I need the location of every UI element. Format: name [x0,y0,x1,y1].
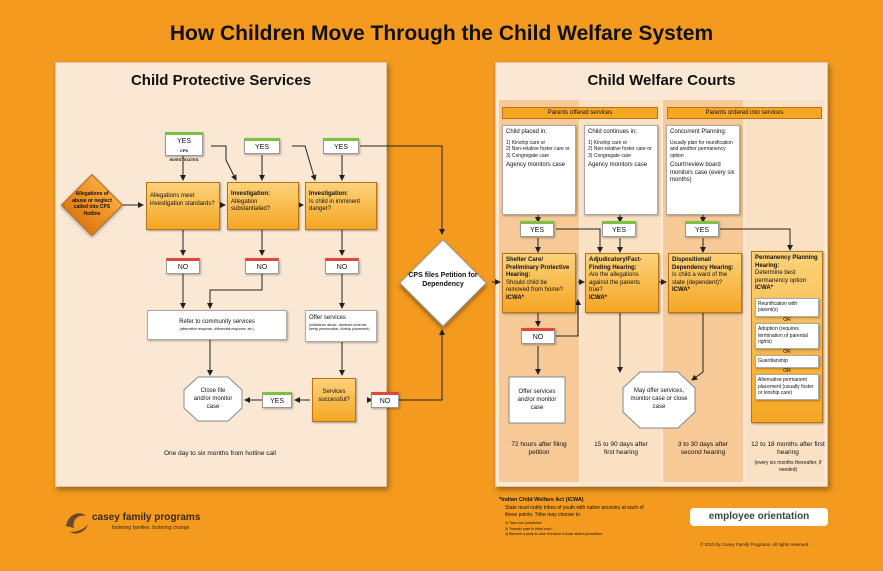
child-continues-box [584,125,658,215]
continues-item: 2) Non-relative foster care or [588,146,652,152]
icwa-note-text: State must notify tribes of youth with native ancestry at each of these points. Tribe may choose to: [505,505,644,518]
icwa-label: ICWA* [672,287,690,293]
concurrent-monitor: Court/review board monitors case (every six months) [670,162,735,183]
cps-title: Child Protective Services [130,72,312,89]
casey-logo-tagline: fostering families. fostering change. [112,525,191,531]
timeframe-4-text: 12 to 18 months after first hearing [751,441,825,457]
yes-label: YES [176,138,191,145]
option-guardianship: Guardianship [755,355,819,368]
may-offer-text: May offer services, monitor case or close case [630,388,688,410]
option-alternative: Alternative permanent placement (usually foster or kinship care) [755,374,819,400]
step3-text: Is child in imminent danger? [309,198,361,212]
icwa-note-item: 3) Become a party to case but leave it under state's jurisdiction [505,532,603,537]
dispositional-hearing [668,253,742,313]
offer-text: Offer services [309,315,346,321]
cps-timeframe: One day to six months from hotline call [164,450,276,457]
continues-title: Child continues in: [588,129,638,135]
step2-text: Allegation substantiated? [231,198,271,212]
close-file-octagon [183,376,243,422]
parents-offered-bar: Parents offered services [502,107,658,119]
adjudicatory-hearing [585,253,659,313]
shelter-text: Should child be removed from home? [506,279,564,293]
employee-orientation-badge: employee orientation [690,508,828,526]
copyright: © 2010 by Casey Family Programs. All rights reserved. [700,542,810,547]
yes-tag-court-3: YES [685,221,719,237]
child-placed-box [502,125,576,215]
parents-ordered-bar: Parents ordered into services [667,107,822,119]
services-successful-box [312,378,356,422]
petition-diamond [398,238,488,328]
casey-logo-name: casey family programs [92,512,201,523]
no-tag-1: NO [166,258,200,274]
placed-item: 3) Congregate care [506,152,550,159]
or-label: OR [783,367,791,374]
yes-tag-success: YES [262,392,292,408]
continues-item: 3) Congregate care [588,152,632,159]
concurrent-text: Usually plan for reunification and another permanency option [670,139,733,159]
courts-title: Child Welfare Courts [587,72,736,89]
disp-heading: Dispositional/ Dependency Hearing: [672,257,734,271]
page-title: How Children Move Through the Child Welfare System [169,22,714,45]
petition-text: CPS files Petition for Dependency [408,272,478,288]
shelter-heading: Shelter Care/ Preliminary Protective Hearing: [506,257,570,278]
no-tag-3: NO [325,258,359,274]
adj-text: Are the allegations against the parents true? [589,272,641,293]
option-reunification: Reunification with parent(s) [755,298,819,317]
timeframe-2: 15 to 90 days after first hearing [594,441,648,457]
or-label: OR [783,316,791,323]
casey-logo [62,506,232,538]
perm-text: Determine best permanency option [755,270,807,284]
yes-tag-investigates [165,132,203,162]
placed-item: 1) Kinship care or [506,139,546,146]
adj-heading: Adjudicatory/Fact-Finding Hearing: [589,257,642,271]
no-tag-success: NO [371,392,399,408]
may-offer-octagon [622,371,696,429]
timeframe-3: 3 to 30 days after second hearing [677,441,729,457]
concurrent-planning-box [666,125,740,215]
option-adoption: Adoption (requires termination of parental rights) [755,323,819,349]
yes-tag-court-1: YES [520,221,554,237]
refer-subtext: (alternative response, differential response, etc.) [179,326,255,331]
close-file-text: Close file and/or monitor case [193,388,233,410]
offer-services-text: Offer services and/or monitor case [517,389,557,411]
step-investigation-standards [146,182,220,230]
shelter-care-hearing [502,253,576,313]
no-tag-2: NO [245,258,279,274]
refer-text: Refer to community services [179,319,255,325]
icwa-label: ICWA* [506,294,524,301]
hotline-text: Allegations of abuse or neglect called into CPS Hotline [72,191,112,217]
icwa-note [499,497,649,538]
continues-monitor: Agency monitors case [588,162,648,168]
yes-tag-3: YES [323,138,359,154]
refer-community-services [147,310,287,340]
step-substantiated [227,182,299,230]
permanency-planning-hearing [751,251,823,423]
or-label: OR [783,348,791,355]
casey-logo-mark [62,506,92,536]
success-text: Services successful? [318,389,350,403]
placed-item: 2) Non-relative foster care or [506,146,570,152]
icwa-label: ICWA* [589,294,607,301]
step1-text: Allegations meet investigation standards? [150,193,215,207]
perm-heading: Permanency Planning Hearing: [755,255,818,269]
timeframe-4-sub: (every six months thereafter, if needed) [754,460,822,473]
placed-monitor: Agency monitors case [506,162,566,168]
icwa-label: ICWA* [755,285,773,291]
icwa-note-item: 2) Transfer case to tribal court [505,526,552,531]
step-imminent-danger [305,182,377,230]
placed-title: Child placed in: [506,129,548,135]
cps-investigates-label: CPS INVESTIGATES [169,148,199,162]
step3-heading: Investigation: [309,191,349,197]
timeframe-1: 72 hours after filing petition [511,441,567,457]
concurrent-title: Concurrent Planning: [670,129,727,135]
timeframe-4 [750,441,826,473]
offer-subtext: (substance abuse, domestic violence, family preservation, kinship placement) [309,322,370,331]
icwa-note-title: *Indian Child Welfare Act (ICWA) [499,497,584,503]
yes-tag-2: YES [244,138,280,154]
continues-item: 1) Kinship care or [588,139,628,146]
disp-text: Is child a ward of the state (dependent)? [672,272,728,286]
offer-services-box [305,310,377,342]
yes-tag-court-2: YES [602,221,636,237]
hotline-diamond [62,175,122,235]
no-tag-court: NO [521,328,555,344]
icwa-note-item: 1) Take over jurisdiction [505,521,542,525]
offer-services-octagon [508,376,566,424]
step2-heading: Investigation: [231,191,271,197]
